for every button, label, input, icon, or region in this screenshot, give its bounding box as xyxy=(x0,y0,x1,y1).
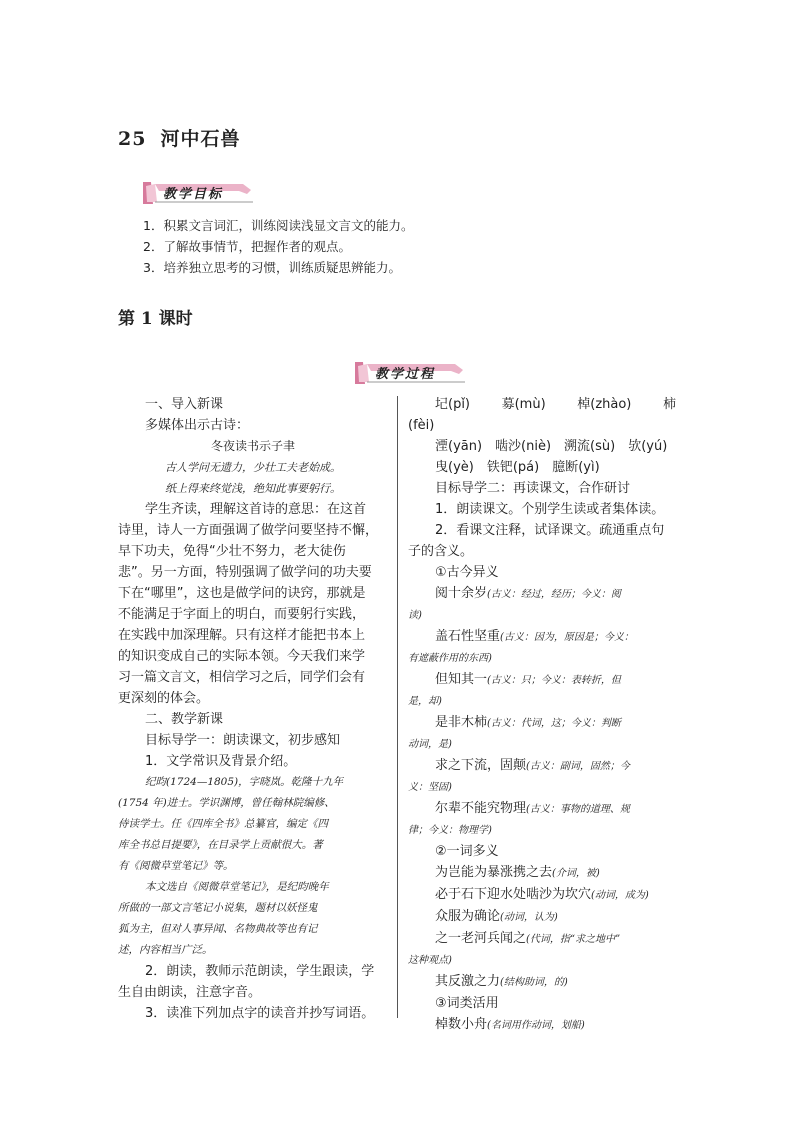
example-note: (古义：副词，固然；今 xyxy=(526,761,630,772)
pinyin-word: 圮(pǐ) xyxy=(435,397,471,412)
example-phrase: 必于石下迎水处啮沙为坎穴 xyxy=(435,887,592,902)
example-note: 读) xyxy=(408,610,422,621)
example-phrase: 但知其一 xyxy=(435,672,488,687)
example-line xyxy=(408,906,676,928)
example-note: (结构助词，的) xyxy=(500,977,568,988)
example-note: 有遮蔽作用的东西) xyxy=(408,653,492,664)
example-note: (古义：事物的道理、规 xyxy=(526,804,630,815)
example-phrase: 尔辈不能究物理 xyxy=(435,801,527,816)
text-line: 3．读准下列加点字的读音并抄写词语。 xyxy=(145,1006,375,1021)
example-note: 义：坚固) xyxy=(408,782,452,793)
left-column xyxy=(118,394,388,1024)
example-line xyxy=(408,712,676,734)
text-line: 2．看课文注释，试译课文。疏通重点句 xyxy=(435,523,665,538)
note-line: 狐为主，但对人事异闻、名物典故等也有记 xyxy=(118,923,318,935)
text-line: 1．文学常识及背景介绍。 xyxy=(145,754,297,769)
process-badge-label: 教学过程 xyxy=(375,367,436,382)
example-note: 律；今义：物理学) xyxy=(408,825,492,836)
example-line xyxy=(408,928,676,950)
note-line: 纪昀(1724—1805)，字晓岚。乾隆十九年 xyxy=(145,776,344,788)
example-note: (古义：只；今义：表转折，但 xyxy=(487,675,621,686)
example-line xyxy=(408,626,676,648)
section-heading: 二、教学新课 xyxy=(145,712,224,727)
example-note: 动词，是) xyxy=(408,739,452,750)
period-heading: 第 1 课时 xyxy=(118,309,193,329)
note-line: 述，内容相当广泛。 xyxy=(118,944,213,956)
example-phrase: 为岂能为暴涨携之去 xyxy=(435,865,553,880)
example-line xyxy=(408,1014,676,1036)
objective-item: 2．了解故事情节，把握作者的观点。 xyxy=(143,239,351,254)
text-line: 多媒体出示古诗： xyxy=(145,418,250,433)
pinyin-line: 湮(yān) 啮沙(niè) 溯流(sù) 欤(yú) xyxy=(435,439,668,454)
example-line xyxy=(408,798,676,820)
poem-line: 古人学问无遗力，少壮工夫老始成。 xyxy=(165,461,341,474)
text-line: 习一篇文言文，相信学习之后，同学们会有 xyxy=(118,670,366,685)
goal-heading: 目标导学一：朗读课文，初步感知 xyxy=(145,733,341,748)
subsection-heading: ①古今异义 xyxy=(435,565,499,580)
example-note: (动词，成为) xyxy=(591,890,649,901)
text-line: 早下功夫，免得“少壮不努力，老大徒伤 xyxy=(118,544,346,559)
text-line: 不能满足于字面上的明白，而要躬行实践， xyxy=(118,607,366,622)
example-phrase: 是非木柿 xyxy=(435,715,488,730)
example-line xyxy=(408,884,676,906)
example-line xyxy=(408,862,676,884)
example-note: 这种观点) xyxy=(408,955,452,966)
note-line: 有《阅微草堂笔记》等。 xyxy=(118,860,234,872)
example-line xyxy=(408,583,676,605)
objective-item: 1．积累文言词汇，训练阅读浅显文言文的能力。 xyxy=(143,218,414,233)
example-phrase: 众服为确论 xyxy=(435,909,501,924)
text-line: 诗里，诗人一方面强调了做学问要坚持不懈， xyxy=(118,523,379,538)
right-column xyxy=(408,394,676,1036)
pinyin-row xyxy=(408,394,676,415)
text-line: 的知识变成自己的实际本领。今天我们来学 xyxy=(118,649,366,664)
example-phrase: 盖石性坚重 xyxy=(435,629,501,644)
example-line xyxy=(408,755,676,777)
pinyin-word: 柿 xyxy=(662,397,676,412)
objectives-badge xyxy=(143,180,255,206)
note-line: 库全书总目提要》，在目录学上贡献很大。著 xyxy=(118,839,323,851)
process-badge xyxy=(355,360,467,386)
text-line: 悲”。另一方面，特别强调了做学问的功夫要 xyxy=(118,565,372,580)
text-line: 1．朗读课文。个别学生读或者集体读。 xyxy=(435,502,665,517)
objectives-badge-label: 教学目标 xyxy=(163,187,224,202)
text-line: 学生齐读，理解这首诗的意思：在这首 xyxy=(145,502,367,517)
example-note: (动词，认为) xyxy=(500,912,558,923)
note-line: 所做的一部文言笔记小说集，题材以妖怪鬼 xyxy=(118,902,318,914)
column-divider xyxy=(397,396,398,1018)
example-phrase: 之一老河兵闻之 xyxy=(435,931,527,946)
example-note: (古义：因为，原因是；今义： xyxy=(500,632,634,643)
text-line: 下在“哪里”，这也是做学问的诀窍，那就是 xyxy=(118,586,366,601)
example-phrase: 求之下流，固颠 xyxy=(435,758,527,773)
text-line: 更深刻的体会。 xyxy=(118,691,210,706)
lesson-title: 河中石兽 xyxy=(160,128,241,150)
section-heading: 一、导入新课 xyxy=(145,397,224,412)
note-line: 侍读学士。任《四库全书》总纂官，编定《四 xyxy=(118,818,328,830)
lesson-number: 25 xyxy=(118,128,147,150)
example-note: 是，却) xyxy=(408,696,442,707)
text-line: 2．朗读，教师示范朗读，学生跟读，学 xyxy=(145,964,375,979)
example-note: (古义：经过，经历；今义：阅 xyxy=(487,589,621,600)
example-phrase: 其反激之力 xyxy=(435,974,501,989)
text-line: 子的含义。 xyxy=(408,544,474,559)
note-line: 本文选自《阅微草堂笔记》，是纪昀晚年 xyxy=(145,881,329,893)
example-line xyxy=(408,669,676,691)
objective-item: 3．培养独立思考的习惯，训练质疑思辨能力。 xyxy=(143,260,401,275)
text-line: 生自由朗读，注意字音。 xyxy=(118,985,262,1000)
subsection-heading: ②一词多义 xyxy=(435,844,499,859)
example-note: (名词用作动词，划船) xyxy=(487,1020,585,1031)
example-phrase: 棹数小舟 xyxy=(435,1017,488,1032)
poem-title: 冬夜读书示子聿 xyxy=(210,439,295,453)
poem-line: 纸上得来终觉浅，绝知此事要躬行。 xyxy=(165,482,341,495)
lesson-heading xyxy=(118,124,240,151)
pinyin-word: 棹(zhào) xyxy=(577,397,632,412)
example-line xyxy=(408,971,676,993)
pinyin-line: 曳(yè) 铁钯(pá) 臆断(yì) xyxy=(435,460,600,475)
example-note: (古义：代词，这；今义：判断 xyxy=(487,718,621,729)
pinyin-line: (fèi) xyxy=(408,418,435,433)
example-note: (介词，被) xyxy=(552,868,600,879)
example-phrase: 阅十余岁 xyxy=(435,586,488,601)
pinyin-word: 募(mù) xyxy=(501,397,546,412)
note-line: (1754 年)进士。学识渊博，曾任翰林院编修、 xyxy=(118,797,335,809)
text-line: 在实践中加深理解。只有这样才能把书本上 xyxy=(118,628,366,643)
example-note: (代词，指“求之地中” xyxy=(526,934,621,945)
goal-heading: 目标导学二：再读课文，合作研讨 xyxy=(435,481,631,496)
subsection-heading: ③词类活用 xyxy=(435,996,499,1011)
